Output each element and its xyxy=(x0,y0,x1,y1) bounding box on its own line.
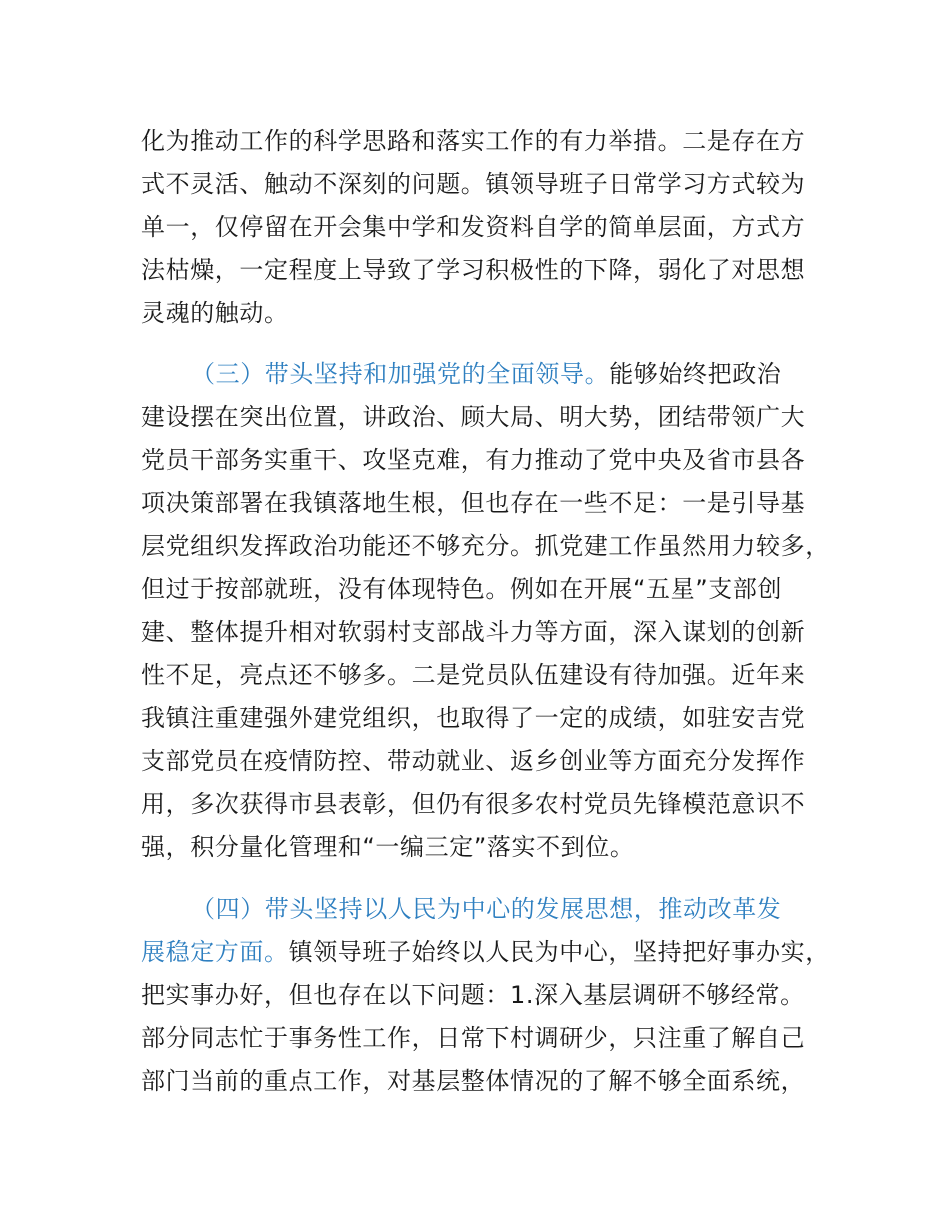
text-line: 强，积分量化管理和“一编三定”落实不到位。 xyxy=(141,833,635,861)
text-line: 项决策部署在我镇落地生根，但也存在一些不足：一是引导基 xyxy=(141,489,806,517)
section-3-first-line-text: 能够始终把政治 xyxy=(609,360,782,388)
section-4-first-line xyxy=(141,888,830,931)
text-line: 性不足，亮点还不够多。二是党员队伍建设有待加强。近年来 xyxy=(141,661,806,689)
text-line: 建、整体提升相对软弱村支部战斗力等方面，深入谋划的创新 xyxy=(141,618,806,646)
section-4-second-line-text: 镇领导班子始终以人民为中心，坚持把好事办实， xyxy=(288,938,830,966)
text-line: 但过于按部就班，没有体现特色。例如在开展“五星”支部创 xyxy=(141,575,783,603)
text-line: 支部党员在疫情防控、带动就业、返乡创业等方面充分发挥作 xyxy=(141,747,806,775)
text-line: 化为推动工作的科学思路和落实工作的有力举措。二是存在方 xyxy=(141,127,806,155)
text-line: 部分同志忙于事务性工作，日常下村调研少，只注重了解自己 xyxy=(141,1024,806,1052)
text-line: 层党组织发挥政治功能还不够充分。抓党建工作虽然用力较多， xyxy=(141,532,830,560)
section-4-second-line xyxy=(141,931,830,974)
text-line: 建设摆在突出位置，讲政治、顾大局、明大势，团结带领广大 xyxy=(141,403,806,431)
text-line: 党员干部务实重干、攻坚克难，有力推动了党中央及省市县各 xyxy=(141,446,806,474)
text-line: 用，多次获得市县表彰，但仍有很多农村党员先锋模范意识不 xyxy=(141,790,806,818)
text-line: 法枯燥，一定程度上导致了学习积极性的下降，弱化了对思想 xyxy=(141,256,806,284)
section-3 xyxy=(141,353,830,869)
text-line: 把实事办好，但也存在以下问题：1.深入基层调研不够经常。 xyxy=(141,981,805,1009)
paragraph-continuation xyxy=(141,120,805,335)
text-line: 单一，仅停留在开会集中学和发资料自学的简单层面，方式方 xyxy=(141,213,806,241)
section-4-heading-continued: 展稳定方面。 xyxy=(141,938,289,966)
section-3-first-line xyxy=(141,353,830,396)
text-line: 部门当前的重点工作，对基层整体情况的了解不够全面系统， xyxy=(141,1067,806,1095)
text-line: 灵魂的触动。 xyxy=(141,299,289,327)
section-4-heading: （四）带头坚持以人民为中心的发展思想，推动改革发 xyxy=(191,895,782,923)
text-line: 式不灵活、触动不深刻的问题。镇领导班子日常学习方式较为 xyxy=(141,170,806,198)
text-line: 我镇注重建强外建党组织，也取得了一定的成绩，如驻安吉党 xyxy=(141,704,806,732)
section-4 xyxy=(141,888,830,1103)
section-3-heading: （三）带头坚持和加强党的全面领导。 xyxy=(191,360,610,388)
